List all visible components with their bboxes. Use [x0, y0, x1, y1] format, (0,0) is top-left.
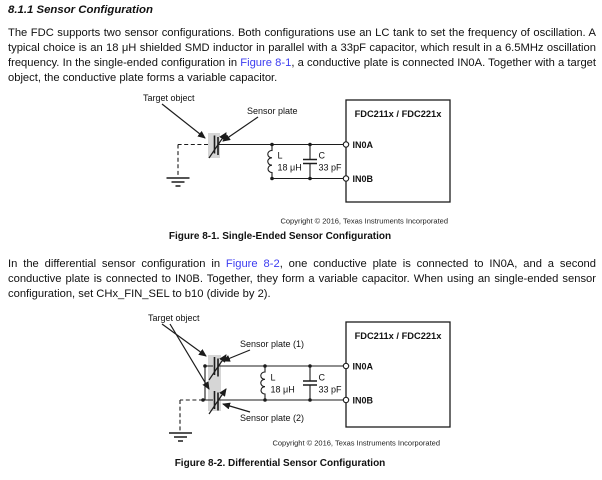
- pin-label-in0a: IN0A: [352, 140, 374, 150]
- in0a-pin-circle: [343, 142, 348, 147]
- chip-title: FDC211x / FDC221x: [354, 109, 442, 119]
- junction-dot: [263, 364, 267, 368]
- junction-dot: [308, 364, 312, 368]
- sensor-plate-label: Sensor plate: [247, 106, 298, 116]
- body-paragraph-1: [8, 26, 596, 86]
- capacitor-plates: [303, 381, 317, 385]
- copyright-notice: Copyright © 2016, Texas Instruments Incorporated: [272, 438, 440, 448]
- ground-wire-dashed: [178, 145, 208, 177]
- target-object-label: Target object: [143, 93, 195, 103]
- body-paragraph-2: [8, 257, 596, 302]
- figure-8-1-diagram: [130, 88, 460, 233]
- figure-8-1-link[interactable]: Figure 8-1: [240, 57, 292, 69]
- inductor-value-label: 18 μH: [277, 162, 302, 173]
- junction-dot: [308, 398, 312, 402]
- junction-dot: [201, 398, 205, 402]
- paragraph-1-text-after: , a conductive plate is connected IN0A. Together with a target object, the conductive plate forms a variable capacitor.: [8, 57, 597, 84]
- in0b-pin-circle: [343, 176, 348, 181]
- figure-8-2-caption: Figure 8-2. Differential Sensor Configuration: [174, 458, 386, 469]
- inductor-name-label: L: [277, 150, 283, 161]
- in0b-pin-circle: [343, 397, 348, 402]
- junction-dot: [270, 177, 274, 181]
- pin-label-in0b: IN0B: [352, 174, 374, 184]
- section-heading: 8.1.1 Sensor Configuration: [8, 4, 153, 16]
- paragraph-2-text-before: In the differential sensor configuration in: [8, 258, 226, 270]
- inductor-symbol: [268, 145, 272, 179]
- paragraph-1-text-before: The FDC supports two sensor configurations. Both configurations use an LC tank to set the frequency of oscillation. A typical choice is an 18 μH shielded SMD inductor in parallel with a 33pF capacitor, which result in a 6.5MHz oscillation frequency. In the single-ended configuration in: [8, 27, 596, 69]
- ground-symbol: [169, 433, 192, 441]
- target-object-arrow-2: [170, 324, 209, 389]
- junction-dot: [308, 143, 312, 147]
- sensor-plate-1-label: Sensor plate (1): [240, 339, 305, 349]
- inductor-symbol: [261, 366, 265, 400]
- figure-8-2-diagram: [130, 308, 470, 456]
- ground-symbol: [167, 178, 190, 186]
- target-object-arrow: [162, 104, 205, 138]
- inductor-name-label: L: [270, 372, 276, 383]
- capacitor-value-label: 33 pF: [318, 384, 342, 395]
- pin-label-in0a: IN0A: [352, 361, 374, 372]
- sensor-plate-2-arrow: [223, 404, 250, 412]
- paragraph-2-text-after: , one conductive plate is connected to IN0A, and a second conductive plate is connected to IN0B. Together, they form a variable capacitor. When using an single-ended sensor configuration, set CHx_FIN_SEL to b10 (divide by 2).: [8, 258, 596, 300]
- junction-dot: [308, 177, 312, 181]
- capacitor-name-label: C: [318, 150, 325, 161]
- copyright-notice: Copyright © 2016, Texas Instruments Incorporated: [280, 216, 448, 226]
- pin-label-in0b: IN0B: [352, 395, 374, 406]
- target-object-arrow-1: [162, 324, 206, 356]
- sensor-plate-1-arrow: [223, 350, 250, 361]
- in0a-pin-circle: [343, 363, 348, 368]
- figure-8-2-link[interactable]: Figure 8-2: [225, 258, 280, 270]
- sensor-plate-2-label: Sensor plate (2): [240, 413, 305, 423]
- junction-dot: [203, 364, 207, 368]
- junction-dot: [263, 398, 267, 402]
- figure-8-1-caption: Figure 8-1. Single-Ended Sensor Configuration: [168, 231, 392, 242]
- ground-wire-dashed: [180, 400, 203, 431]
- sensor-plate-arrow: [223, 117, 258, 141]
- junction-dot: [270, 143, 274, 147]
- capacitor-value-label: 33 pF: [318, 162, 342, 173]
- chip-title: FDC211x / FDC221x: [354, 331, 442, 341]
- target-object-label: Target object: [148, 313, 200, 323]
- capacitor-name-label: C: [318, 372, 325, 383]
- inductor-value-label: 18 μH: [270, 384, 295, 395]
- capacitor-plates: [303, 160, 317, 164]
